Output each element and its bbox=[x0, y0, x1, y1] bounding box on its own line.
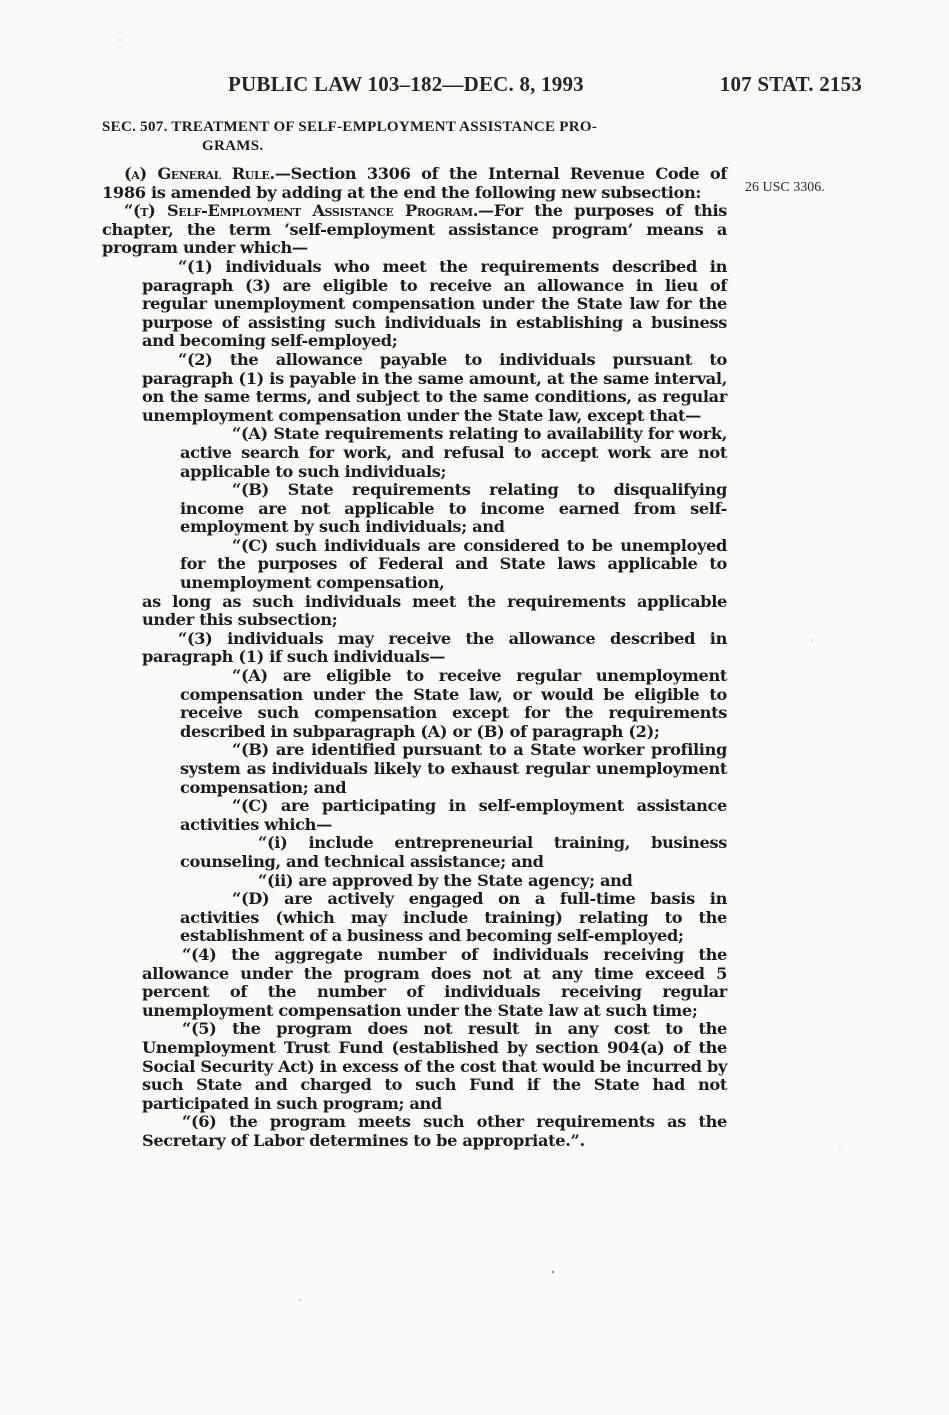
clause-3-c-ii: “(ii) are approved by the State agency; and bbox=[258, 870, 633, 890]
document-body bbox=[102, 118, 727, 1150]
section-title-line-2: GRAMS. bbox=[202, 138, 264, 154]
subparagraph-2-a: “(A) State requirements relating to availability for work, active search for work, and refusal to accept work are not applicable to such individuals; bbox=[180, 424, 727, 481]
page-header bbox=[100, 72, 866, 102]
paragraph-a bbox=[102, 165, 727, 202]
statute-page-number: 107 STAT. 2153 bbox=[719, 72, 862, 96]
subparagraph-2-b: “(B) State requirements relating to disqualifying income are not applicable to income earned from self-employment by such individuals; and bbox=[180, 480, 727, 537]
section-title-line-1: SEC. 507. TREATMENT OF SELF-EMPLOYMENT ASSISTANCE PRO- bbox=[102, 119, 598, 135]
paragraph-1: “(1) individuals who meet the requirements described in paragraph (3) are eligible to receive an allowance in lieu of regular unemployment compensation under the State law for the purpose of assisting such individuals in establishing a business and becoming self-employed; bbox=[142, 256, 727, 351]
paragraph-2: “(2) the allowance payable to individuals pursuant to paragraph (1) is payable in the same amount, at the same interval, on the same terms, and subject to the same conditions, as regular unemployment compensation under the State law, except that— bbox=[142, 349, 727, 425]
paragraph-4: “(4) the aggregate number of individuals receiving the allowance under the program does not at any time exceed 5 percent of the number of individuals receiving regular unemployment compensation under the State law at such time; bbox=[142, 944, 727, 1020]
paragraph-2-tail: as long as such individuals meet the requirements applicable under this subsection; bbox=[142, 591, 727, 630]
paragraph-t bbox=[102, 202, 727, 258]
paragraph-a-heading: (a) General Rule. bbox=[124, 164, 275, 183]
margin-citation: 26 USC 3306. bbox=[745, 180, 825, 195]
paragraph-5: “(5) the program does not result in any cost to the Unemployment Trust Fund (established by section 904(a) of the Social Security Act) in excess of the cost that would be incurred by such State and charged to such Fund if the State had not participated in such program; and bbox=[142, 1019, 727, 1113]
paragraph-a-text: —Section 3306 of the Internal Revenue Code of 1986 is amended by adding at the end the following new subsection: bbox=[102, 164, 727, 202]
subparagraph-3-a: “(A) are eligible to receive regular unemployment compensation under the State law, or would be eligible to receive such compensation except for the requirements described in subparagraph (A) or (B) of paragraph (2); bbox=[180, 666, 727, 741]
clause-3-c-i: “(i) include entrepreneurial training, business counseling, and technical assistance; and bbox=[180, 833, 727, 871]
public-law-citation: PUBLIC LAW 103–182—DEC. 8, 1993 bbox=[228, 72, 584, 96]
subparagraph-2-c: “(C) such individuals are considered to be unemployed for the purposes of Federal and State laws applicable to unemployment compensation, bbox=[180, 535, 727, 593]
subparagraph-3-d: “(D) are actively engaged on a full-time basis in activities (which may include training) relating to the establishment of a business and becoming self-employed; bbox=[180, 889, 727, 946]
paragraph-3: “(3) individuals may receive the allowance described in paragraph (1) if such individuals— bbox=[142, 628, 727, 667]
paragraph-6: “(6) the program meets such other requirements as the Secretary of Labor determines to be appropriate.”. bbox=[142, 1112, 727, 1150]
paragraph-t-text: —For the purposes of this chapter, the term ‘self-employment assistance program’ means a program under which— bbox=[102, 201, 728, 258]
subparagraph-3-c: “(C) are participating in self-employment assistance activities which— bbox=[180, 796, 727, 834]
paragraph-t-heading: “(t) Self-Employment Assistance Program. bbox=[124, 201, 478, 221]
section-title bbox=[102, 118, 727, 156]
subparagraph-3-b: “(B) are identified pursuant to a State worker profiling system as individuals likely to exhaust regular unemployment compensation; and bbox=[180, 740, 727, 797]
